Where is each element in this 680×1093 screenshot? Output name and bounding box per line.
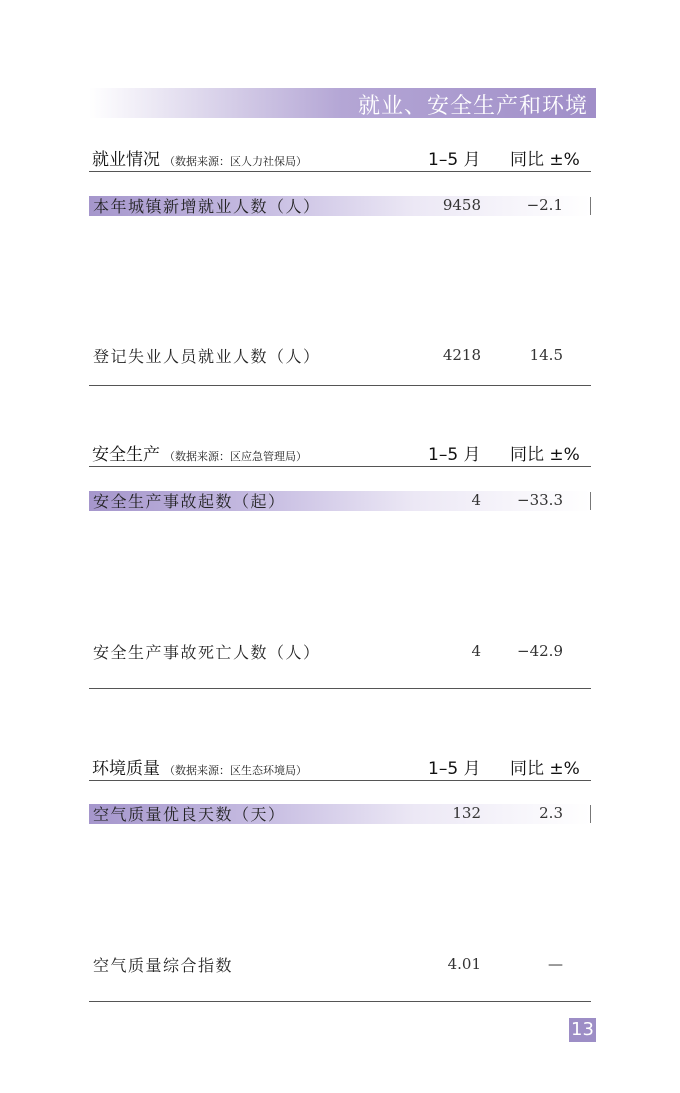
- row-yoy: −2.1: [526, 196, 563, 214]
- row-yoy: −33.3: [517, 491, 563, 509]
- column-yoy: 同比 ±%: [510, 759, 580, 779]
- table-row: [89, 642, 591, 662]
- section-source: （数据来源：区生态环境局）: [164, 764, 307, 777]
- column-yoy: 同比 ±%: [510, 445, 580, 465]
- row-label: 空气质量优良天数（天）: [93, 805, 286, 824]
- row-label: 安全生产事故死亡人数（人）: [93, 643, 321, 662]
- row-label: 安全生产事故起数（起）: [93, 492, 286, 511]
- section-header-environment: [89, 754, 591, 781]
- section-title-text: 安全生产: [92, 445, 160, 465]
- row-value: 132: [452, 804, 481, 822]
- row-value: 4.01: [447, 955, 481, 973]
- table-row: [89, 804, 591, 824]
- row-value: 9458: [442, 196, 481, 214]
- section-header-employment: [89, 145, 591, 172]
- banner-title: 就业、安全生产和环境: [357, 94, 588, 119]
- table-row: [89, 491, 591, 511]
- row-label: 本年城镇新增就业人数（人）: [93, 197, 321, 216]
- section-divider: [89, 385, 591, 386]
- column-yoy: 同比 ±%: [510, 150, 580, 170]
- section-divider: [89, 688, 591, 689]
- table-row: [89, 955, 591, 975]
- page-number: 13: [569, 1018, 596, 1042]
- row-label: 空气质量综合指数: [93, 956, 234, 975]
- section-source: （数据来源：区人力社保局）: [164, 155, 307, 168]
- row-value: 4: [471, 642, 481, 660]
- table-row: [89, 196, 591, 216]
- row-yoy: —: [548, 955, 563, 973]
- column-period: 1–5 月: [428, 445, 481, 465]
- row-yoy: 14.5: [529, 346, 563, 364]
- table-row: [89, 346, 591, 366]
- page-banner: [89, 88, 596, 118]
- row-value: 4: [471, 491, 481, 509]
- column-period: 1–5 月: [428, 759, 481, 779]
- column-period: 1–5 月: [428, 150, 481, 170]
- section-title: [92, 145, 307, 170]
- section-divider: [89, 1001, 591, 1002]
- row-label: 登记失业人员就业人数（人）: [93, 347, 321, 366]
- section-title-text: 就业情况: [92, 150, 160, 170]
- section-title: [92, 440, 307, 465]
- section-header-safety: [89, 440, 591, 467]
- row-yoy: −42.9: [517, 642, 563, 660]
- section-title-text: 环境质量: [92, 759, 160, 779]
- row-yoy: 2.3: [539, 804, 563, 822]
- section-source: （数据来源：区应急管理局）: [164, 450, 307, 463]
- section-title: [92, 754, 307, 779]
- row-value: 4218: [442, 346, 481, 364]
